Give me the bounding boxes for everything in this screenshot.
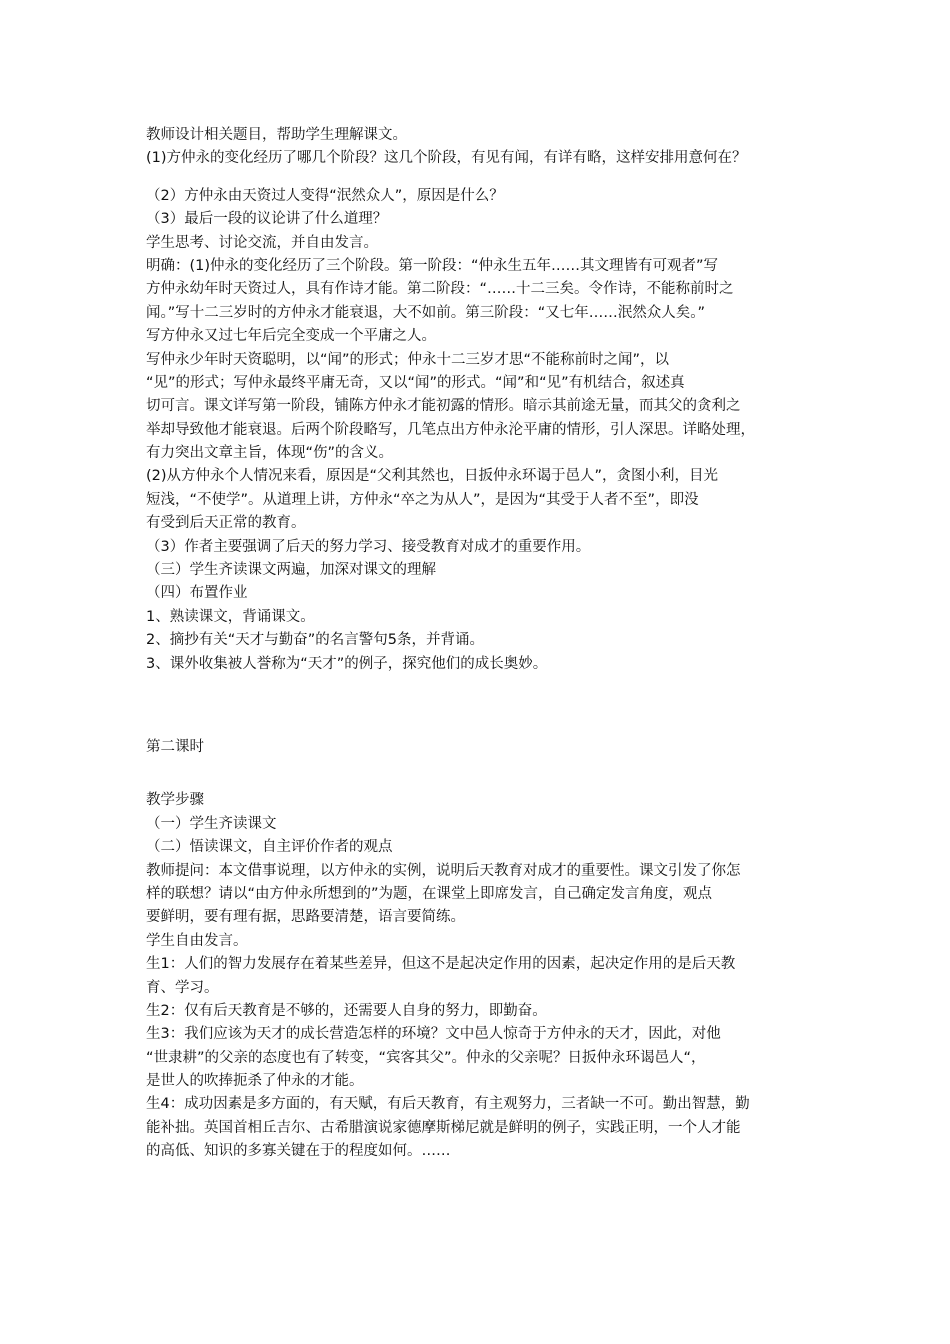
- step-3: （三）学生齐读课文两遍，加深对课文的理解: [146, 562, 436, 579]
- intro-line: 教师设计相关题目，帮助学生理解课文。: [146, 127, 407, 143]
- student-2-line: 生2：仅有后天教育是不够的，还需要人自身的努力，即勤奋。: [146, 1002, 547, 1019]
- teaching-steps-title: 教学步骤: [146, 792, 204, 809]
- answer-3: （3）作者主要强调了后天的努力学习、接受教育对成才的重要作用。: [146, 538, 591, 555]
- student-1-line: 生1：人们的智力发展存在着某些差异，但这不是起决定作用的因素，起决定作用的是后天教: [146, 956, 736, 973]
- answer-2-line: 有受到后天正常的教育。: [146, 515, 306, 532]
- question-1: (1)方仲永的变化经历了哪几个阶段？这几个阶段，有见有闻，有详有略，这样安排用意何在？: [146, 150, 747, 167]
- spacer: [146, 759, 826, 789]
- homework-2: 2、摘抄有关“天才与勤奋”的名言警句5条，并背诵。: [146, 632, 484, 649]
- teacher-question-line: 样的联想？请以“由方仲永所想到的”为题，在课堂上即席发言，自己确定发言角度，观点: [146, 885, 713, 902]
- student-3-line: “世隶耕”的父亲的态度也有了转变，“宾客其父”。仲永的父亲呢？日扳仲永环谒邑人“，: [146, 1049, 706, 1066]
- answer-1-line: 闻。”写十二三岁时的方仲永才能衰退，大不如前。第三阶段：“又七年……泯然众人矣。”: [146, 304, 706, 321]
- answer-1-line: 写方仲永又过七年后完全变成一个平庸之人。: [146, 328, 436, 345]
- student-4-line: 能补拙。英国首相丘吉尔、古希腊演说家德摩斯梯尼就是鲜明的例子，实践正明，一个人才能: [146, 1119, 741, 1136]
- answer-1b-line: 切可言。课文详写第一阶段，铺陈方仲永才能初露的情形。暗示其前途无量，而其父的贪利之: [146, 398, 741, 415]
- teacher-question-line: 教师提问：本文借事说理，以方仲永的实例，说明后天教育对成才的重要性。课文引发了你怎: [146, 862, 741, 879]
- answer-1b-line: 写仲永少年时天资聪明，以“闻”的形式；仲永十二三岁才思“不能称前时之闻”，以: [146, 351, 670, 368]
- lesson-2-step-1: （一）学生齐读课文: [146, 815, 277, 832]
- student-3-line: 是世人的吹捧扼杀了仲永的才能。: [146, 1073, 364, 1090]
- student-1-line: 育、学习。: [146, 979, 219, 996]
- lesson-2-heading: 第二课时: [146, 738, 204, 755]
- question-2: （2）方仲永由天资过人变得“泯然众人”，原因是什么？: [146, 187, 504, 204]
- answer-1-line: 明确：(1)仲永的变化经历了三个阶段。第一阶段：“仲永生五年……其文理皆有可观者”写: [146, 257, 719, 274]
- teacher-question-line: 要鲜明，要有理有据，思路要清楚，语言要简练。: [146, 909, 465, 926]
- answer-1-line: 方仲永幼年时天资过人，具有作诗才能。第二阶段：“……十二三矣。令作诗，不能称前时之: [146, 281, 734, 298]
- lesson-2-step-2: （二）悟读课文，自主评价作者的观点: [146, 839, 393, 856]
- spacer: [146, 676, 826, 736]
- discussion-line: 学生思考、讨论交流，并自由发言。: [146, 234, 378, 251]
- step-4: （四）布置作业: [146, 585, 248, 602]
- answer-1b-line: 举却导致他才能衰退。后两个阶段略写，几笔点出方仲永沦平庸的情形，引人深思。详略处理，: [146, 421, 755, 438]
- answer-2-line: 短浅，“不使学”。从道理上讲，方仲永“卒之为从人”，是因为“其受于人者不至”，即没: [146, 491, 699, 508]
- document-page: [146, 124, 826, 1164]
- student-3-line: 生3：我们应该为天才的成长营造怎样的环境？文中邑人惊奇于方仲永的天才，因此，对他: [146, 1026, 721, 1043]
- answer-2-line: (2)从方仲永个人情况来看，原因是“父利其然也，日扳仲永环谒于邑人”，贪图小利，目光: [146, 468, 719, 485]
- homework-3: 3、课外收集被人誉称为“天才”的例子，探究他们的成长奥妙。: [146, 655, 548, 672]
- homework-1: 1、熟读课文，背诵课文。: [146, 608, 315, 625]
- spacer: [146, 171, 826, 185]
- answer-1b-line: “见”的形式；写仲永最终平庸无奇，又以“闻”的形式。“闻”和“见”有机结合，叙述真: [146, 374, 685, 391]
- student-4-line: 的高低、知识的多寡关键在于的程度如何。……: [146, 1143, 451, 1160]
- question-3: （3）最后一段的议论讲了什么道理？: [146, 211, 388, 228]
- free-speech-line: 学生自由发言。: [146, 932, 248, 949]
- student-4-line: 生4：成功因素是多方面的，有天赋，有后天教育，有主观努力，三者缺一不可。勤出智慧，勤: [146, 1096, 750, 1113]
- answer-1b-line: 有力突出文章主旨，体现“伤”的含义。: [146, 445, 394, 462]
